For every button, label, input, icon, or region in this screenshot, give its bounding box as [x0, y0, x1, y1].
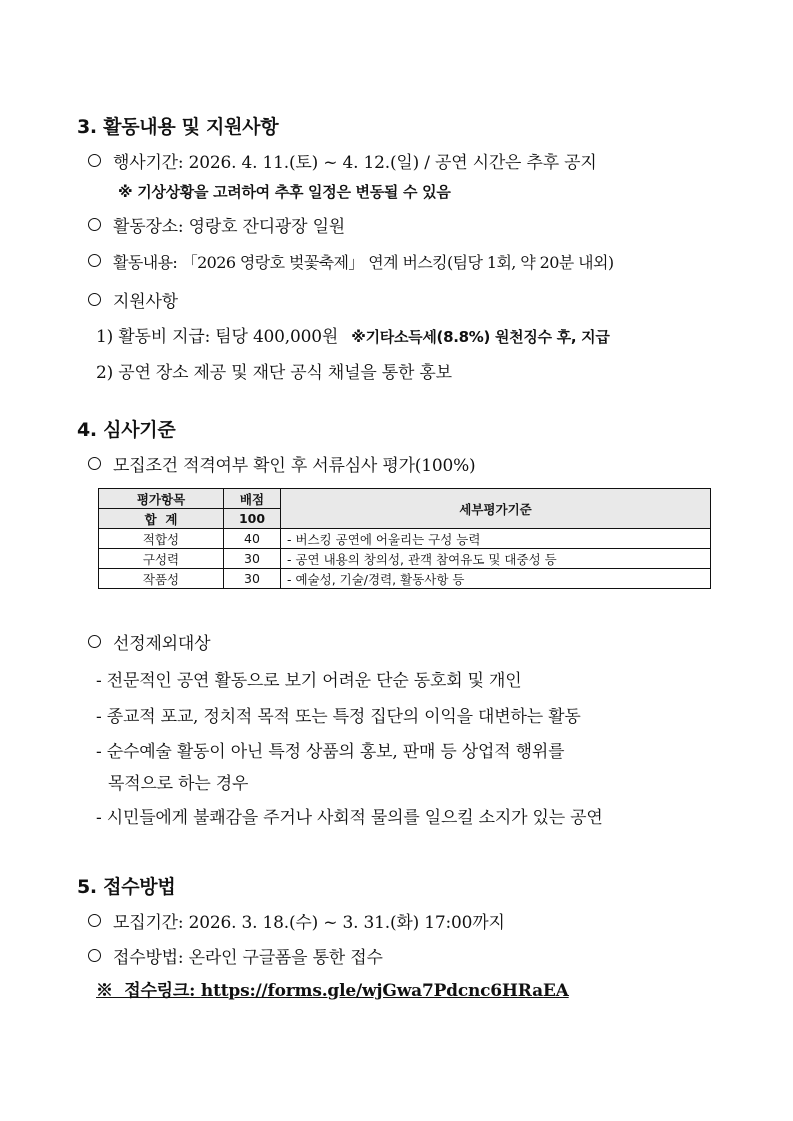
table-header-row	[99, 489, 711, 509]
exclusion-item: - 순수예술 활동이 아닌 특정 상품의 홍보, 판매 등 상업적 행위를	[96, 742, 565, 762]
circle-bullet-icon	[88, 457, 101, 470]
header-item: 평가항목	[99, 489, 224, 509]
apply-link-line[interactable]	[96, 976, 569, 1001]
tax-note: ※기타소득세(8.8%) 원천징수 후, 지급	[351, 328, 610, 346]
row-score: 40	[224, 529, 281, 549]
support-title-text: 지원사항	[113, 292, 178, 312]
event-period-text: 행사기간: 2026. 4. 11.(토) ~ 4. 12.(일) / 공연 시간은 추후 공지	[113, 153, 597, 173]
event-place-text: 활동장소: 영랑호 잔디광장 일원	[113, 217, 346, 237]
row-score: 30	[224, 549, 281, 569]
circle-bullet-icon	[88, 293, 101, 306]
recruit-period-line	[88, 908, 505, 933]
table-row	[99, 569, 711, 589]
evaluation-criteria-table	[98, 488, 711, 589]
support-title-line	[88, 287, 178, 312]
circle-bullet-icon	[88, 635, 101, 648]
row-item: 적합성	[99, 529, 224, 549]
support-item-1-text: 1) 활동비 지급: 팀당 400,000원	[96, 327, 339, 347]
apply-link-url[interactable]: https://forms.gle/wjGwa7Pdcnc6HRaEA	[200, 981, 569, 1001]
total-label: 합 계	[99, 509, 224, 529]
evaluation-method-line	[88, 451, 475, 476]
support-item-2: 2) 공연 장소 제공 및 재단 공식 채널을 통한 홍보	[96, 363, 452, 383]
exclusion-item-continued: 목적으로 하는 경우	[108, 774, 249, 794]
event-place-line	[88, 212, 345, 237]
circle-bullet-icon	[88, 949, 101, 962]
circle-bullet-icon	[88, 914, 101, 927]
circle-bullet-icon	[88, 254, 101, 267]
apply-method-text: 접수방법: 온라인 구글폼을 통한 접수	[113, 948, 383, 968]
exclusion-title-text: 선정제외대상	[113, 634, 211, 654]
row-score: 30	[224, 569, 281, 589]
circle-bullet-icon	[88, 154, 101, 167]
total-score: 100	[224, 509, 281, 529]
exclusion-item: - 종교적 포교, 정치적 목적 또는 특정 집단의 이익을 대변하는 활동	[96, 707, 581, 727]
evaluation-method-text: 모집조건 적격여부 확인 후 서류심사 평가(100%)	[113, 456, 476, 476]
row-item: 구성력	[99, 549, 224, 569]
exclusion-item: - 전문적인 공연 활동으로 보기 어려운 단순 동호회 및 개인	[96, 671, 522, 691]
apply-link-label: ※ 접수링크:	[96, 981, 201, 1001]
circle-bullet-icon	[88, 218, 101, 231]
header-score: 배점	[224, 489, 281, 509]
table-row	[99, 529, 711, 549]
activity-content-line	[88, 250, 613, 273]
row-detail: - 공연 내용의 창의성, 관객 참여유도 및 대중성 등	[281, 549, 711, 569]
support-item-1	[96, 322, 610, 347]
table-row	[99, 549, 711, 569]
row-detail: - 예술성, 기술/경력, 활동사항 등	[281, 569, 711, 589]
exclusion-title-line	[88, 629, 210, 654]
header-detail: 세부평가기준	[281, 489, 711, 529]
row-detail: - 버스킹 공연에 어울리는 구성 능력	[281, 529, 711, 549]
row-item: 작품성	[99, 569, 224, 589]
section-4-heading: 4. 심사기준	[77, 419, 176, 441]
section-3-heading: 3. 활동내용 및 지원사항	[77, 116, 279, 138]
activity-content-text: 활동내용: 「2026 영랑호 벚꽃축제」 연계 버스킹(팀당 1회, 약 20분 내외)	[113, 253, 614, 272]
event-period-line	[88, 148, 597, 173]
recruit-period-text: 모집기간: 2026. 3. 18.(수) ~ 3. 31.(화) 17:00까지	[113, 913, 505, 933]
weather-note: ※ 기상상황을 고려하여 추후 일정은 변동될 수 있음	[118, 183, 451, 201]
apply-method-line	[88, 943, 383, 968]
section-5-heading: 5. 접수방법	[77, 876, 176, 898]
exclusion-item: - 시민들에게 불쾌감을 주거나 사회적 물의를 일으킬 소지가 있는 공연	[96, 808, 603, 828]
